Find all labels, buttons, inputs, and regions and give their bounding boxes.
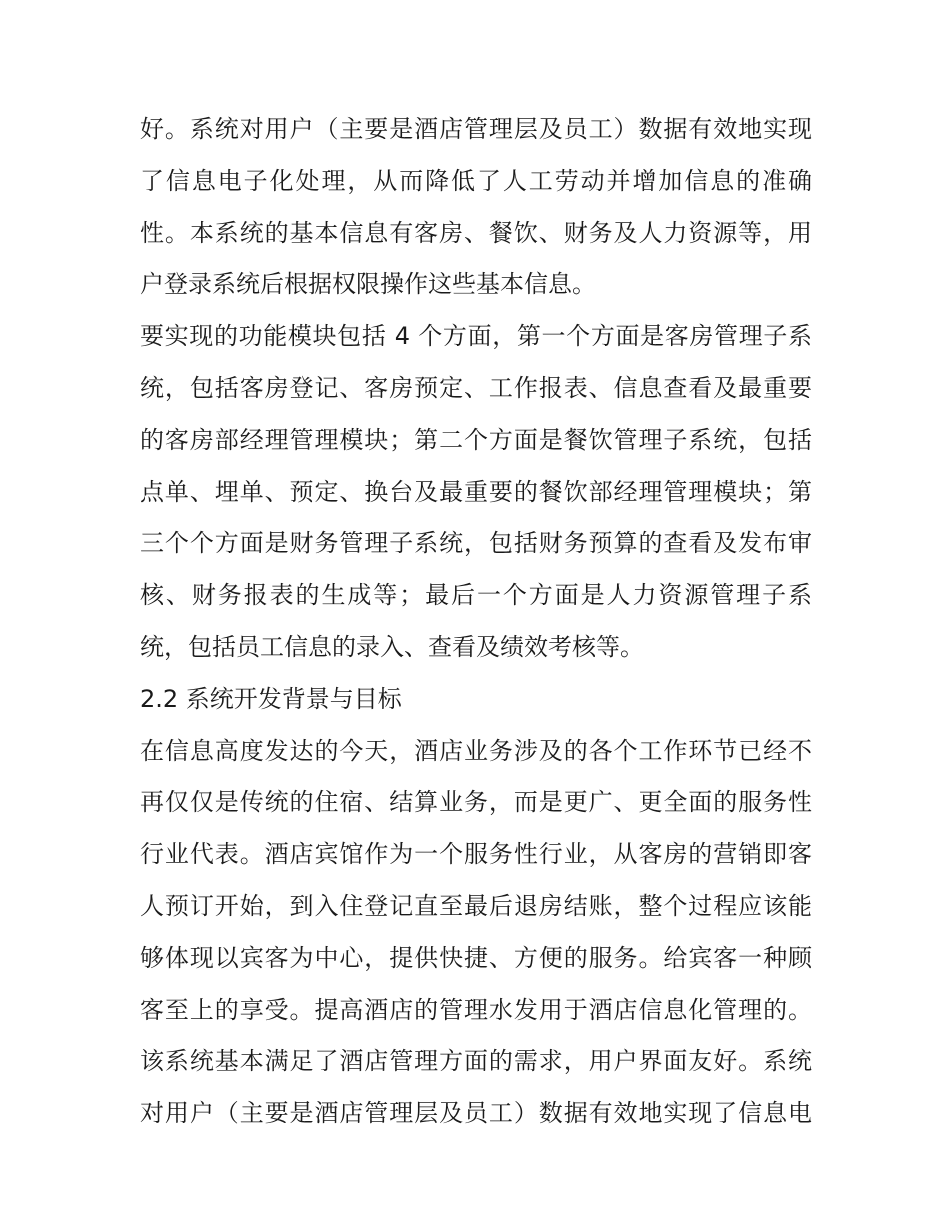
text-line: 在信息高度发达的今天，酒店业务涉及的各个工作环节已经不: [140, 736, 812, 765]
document-body: [140, 104, 812, 1140]
text-line: 点单、埋单、预定、换台及最重要的餐饮部经理管理模块；第: [140, 477, 812, 506]
text-line: 客至上的享受。提高酒店的管理水发用于酒店信息化管理的。: [140, 995, 812, 1024]
text-line: 好。系统对用户（主要是酒店管理层及员工）数据有效地实现: [140, 115, 812, 143]
text-line: 该系统基本满足了酒店管理方面的需求，用户界面友好。系统: [140, 1047, 812, 1076]
text-line: 统，包括客房登记、客房预定、工作报表、信息查看及最重要: [140, 373, 812, 402]
text-line: 了信息电子化处理，从而降低了人工劳动并增加信息的准确: [140, 166, 812, 195]
text-line: 够体现以宾客为中心，提供快捷、方便的服务。给宾客一种顾: [140, 943, 812, 972]
text-line: 的客房部经理管理模块；第二个方面是餐饮管理子系统，包括: [140, 425, 812, 454]
text-line: 再仅仅是传统的住宿、结算业务，而是更广、更全面的服务性: [140, 788, 812, 817]
text-line: 性。本系统的基本信息有客房、餐饮、财务及人力资源等，用: [140, 218, 812, 247]
text-line: 行业代表。酒店宾馆作为一个服务性行业，从客房的营销即客: [140, 840, 812, 869]
text-line: 对用户（主要是酒店管理层及员工）数据有效地实现了信息电: [140, 1099, 812, 1128]
text-line: 核、财务报表的生成等；最后一个方面是人力资源管理子系: [140, 581, 812, 610]
text-line: 三个个方面是财务管理子系统，包括财务预算的查看及发布审: [140, 529, 812, 558]
section-heading: 2.2 系统开发背景与目标: [140, 684, 402, 713]
text-line: 统，包括员工信息的录入、查看及绩效考核等。: [140, 632, 644, 661]
text-line: 户登录系统后根据权限操作这些基本信息。: [140, 270, 596, 299]
text-line: 人预订开始，到入住登记直至最后退房结账，整个过程应该能: [140, 891, 812, 920]
text-line: 要实现的功能模块包括 4 个方面，第一个方面是客房管理子系: [140, 322, 812, 351]
